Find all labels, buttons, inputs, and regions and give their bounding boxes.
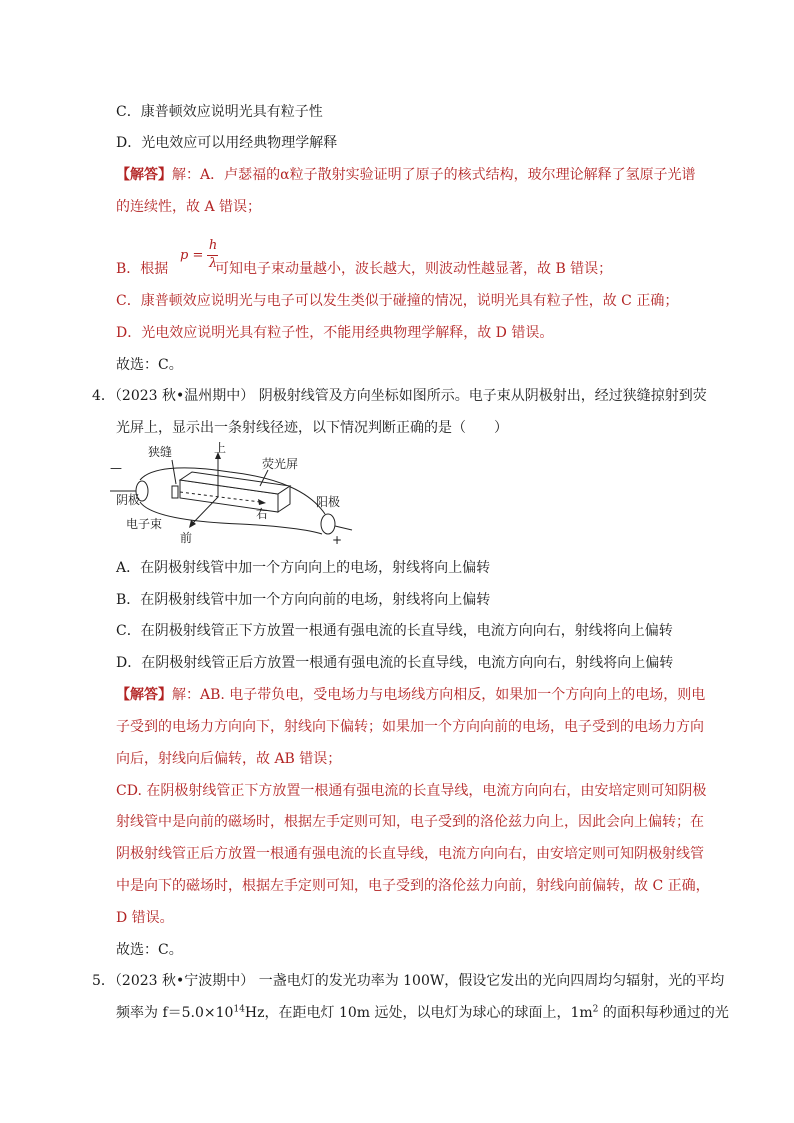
q4-answer-ab-2: 子受到的电场力方向向下，射线向下偏转；如果加一个方向向前的电场，电子受到的电场力方向 bbox=[116, 719, 704, 735]
anode-label: 阳极 bbox=[316, 495, 341, 509]
q4-answer-ab-1 bbox=[116, 685, 705, 705]
q3-answer-line-2: 的连续性，故 A 错误； bbox=[116, 199, 262, 215]
slit-leader bbox=[172, 460, 176, 484]
cathode-ray-tube-figure bbox=[110, 442, 360, 546]
cathode-label: 阴极 bbox=[116, 493, 141, 507]
q4-stem-line-2: 光屏上，显示出一条射线径迹，以下情况判断正确的是（ ） bbox=[116, 420, 508, 436]
formula-numerator: h bbox=[208, 238, 218, 253]
q4-answer-cd-1: CD. 在阴极射线管正下方放置一根通有强电流的长直导线，电流方向向右，由安培定则可知阴极 bbox=[116, 783, 707, 799]
formula-denominator: λ bbox=[209, 256, 218, 271]
q4-answer-ab-3: 向后，射线向后偏转，故 AB 错误； bbox=[116, 751, 342, 767]
q3-answer-line-1 bbox=[116, 165, 696, 185]
q3-option-d: D．光电效应可以用经典物理学解释 bbox=[116, 135, 338, 151]
front-label: 前 bbox=[180, 531, 193, 545]
answer-text: 解：AB. 电子带负电，受电场力与电场线方向相反，如果加一个方向向上的电场，则电 bbox=[172, 687, 706, 703]
q5-stem-line-2 bbox=[116, 1003, 729, 1023]
answer-tag: 【解答】 bbox=[116, 687, 172, 703]
q4-option-c: C．在阴极射线管正下方放置一根通有强电流的长直导线，电流方向向右，射线将向上偏转 bbox=[116, 623, 673, 639]
q3-choice: 故选：C。 bbox=[116, 357, 183, 373]
tube-outline-bottom bbox=[140, 502, 322, 534]
q4-option-b: B．在阴极射线管中加一个方向向前的电场，射线将向上偏转 bbox=[116, 592, 491, 608]
q5-text-a: 频率为 f＝5.0×10 bbox=[116, 1005, 234, 1021]
q3-answer-c: C．康普顿效应说明光与电子可以发生类似于碰撞的情况，说明光具有粒子性，故 C 正确； bbox=[116, 293, 679, 309]
q5-stem-line-1: 5．（2023 秋•宁波期中） 一盏电灯的发光功率为 100W，假设它发出的光向四周均匀辐射，光的平均 bbox=[92, 973, 725, 989]
q5-text-b: Hz，在距电灯 10m 远处，以电灯为球心的球面上，1m bbox=[244, 1005, 593, 1021]
q4-answer-cd-3: 阴极射线管正后方放置一根通有强电流的长直导线，电流方向向右，由安培定则可知阴极射线管 bbox=[116, 846, 704, 862]
q5-exponent-a: 14 bbox=[233, 1004, 245, 1015]
slit-label: 狭缝 bbox=[148, 445, 173, 459]
momentum-formula bbox=[180, 238, 220, 276]
q3-option-c: C．康普顿效应说明光具有粒子性 bbox=[116, 104, 323, 120]
q4-option-a: A．在阴极射线管中加一个方向向上的电场，射线将向上偏转 bbox=[116, 560, 491, 576]
q4-answer-cd-2: 射线管中是向前的磁场时，根据左手定则可知，电子受到的洛伦兹力向上，因此会向上偏转；在 bbox=[116, 814, 704, 830]
right-label: 右 bbox=[256, 507, 269, 521]
beam-label: 电子束 bbox=[126, 517, 163, 531]
formula-lhs: p = bbox=[180, 248, 204, 263]
q4-answer-cd-4: 中是向下的磁场时，根据左手定则可知，电子受到的洛伦兹力向前，射线向前偏转，故 C 正确， bbox=[116, 878, 710, 894]
q4-stem-line-1: 4．（2023 秋•温州期中） 阴极射线管及方向坐标如图所示。电子束从阴极射出，经过狭缝掠射到荧 bbox=[92, 388, 707, 404]
anode-wire bbox=[335, 526, 352, 530]
q4-option-d: D．在阴极射线管正后方放置一根通有强电流的长直导线，电流方向向右，射线将向上偏转 bbox=[116, 655, 674, 671]
q3-answer-b-post: 可知电子束动量越小，波长越大，则波动性越显著，故 B 错误； bbox=[215, 261, 613, 277]
q5-text-c: 的面积每秒通过的光 bbox=[598, 1005, 729, 1021]
slit-plate bbox=[172, 486, 178, 498]
q3-answer-b-pre: B．根据 bbox=[116, 261, 169, 277]
plus-label: + bbox=[332, 533, 343, 546]
q4-answer-cd-5: D 错误。 bbox=[116, 910, 174, 926]
q5-exponent-b: 2 bbox=[592, 1004, 599, 1015]
q3-answer-d: D．光电效应说明光具有粒子性，不能用经典物理学解释，故 D 错误。 bbox=[116, 325, 554, 341]
screen-label: 荧光屏 bbox=[262, 457, 299, 471]
minus-label: — bbox=[110, 461, 122, 475]
answer-text: 解：A．卢瑟福的α粒子散射实验证明了原子的核式结构，玻尔理论解释了氢原子光谱 bbox=[172, 167, 696, 183]
up-label: 上 bbox=[214, 442, 227, 455]
answer-tag: 【解答】 bbox=[116, 167, 172, 183]
anode-cap bbox=[321, 514, 335, 534]
q4-choice: 故选：C。 bbox=[116, 942, 183, 958]
